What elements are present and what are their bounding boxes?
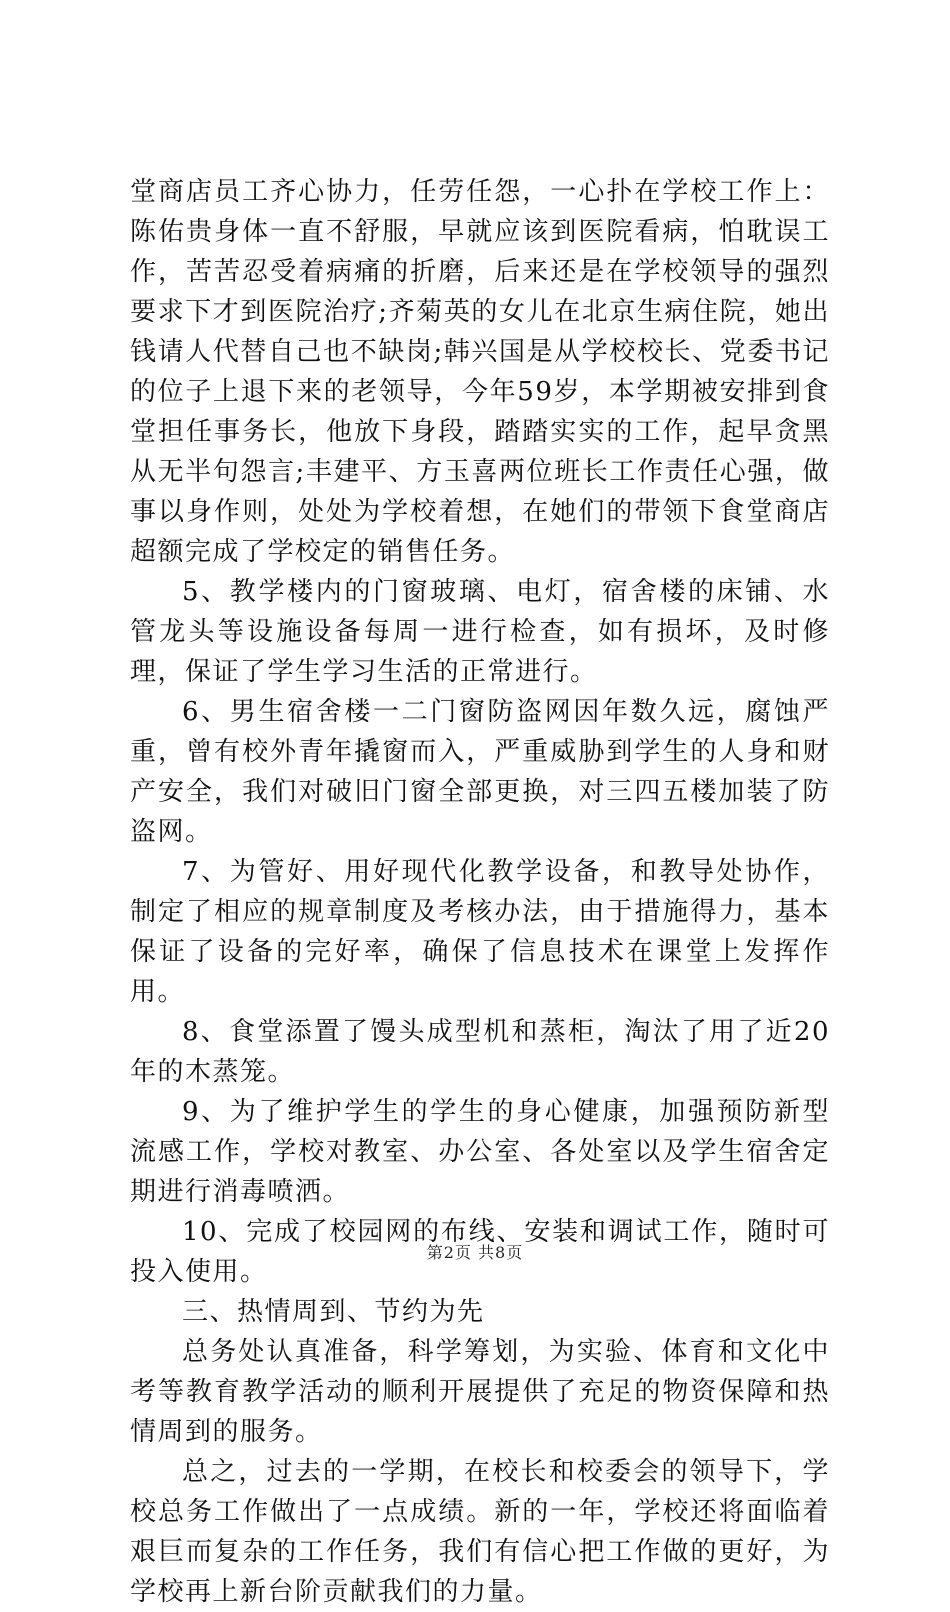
paragraph-item-10: 10、完成了校园网的布线、安装和调试工作，随时可投入使用。 (130, 1217, 830, 1287)
paragraph-summary: 总之，过去的一学期，在校长和校委会的领导下，学校总务工作做出了一点成绩。新的一年，学校还将面临着艰巨而复杂的工作任务，我们有信心把工作做的更好，为学校再上新台阶贡献我们的力量。 (130, 1457, 830, 1607)
page-number-footer: 第2页 共8页 (426, 1243, 524, 1262)
paragraph-service: 总务处认真准备，科学筹划，为实验、体育和文化中考等教育教学活动的顺利开展提供了充足的物资保障和热情周到的服务。 (130, 1337, 830, 1447)
section-heading-3: 三、热情周到、节约为先 (182, 1297, 485, 1327)
paragraph-item-5: 5、教学楼内的门窗玻璃、电灯，宿舍楼的床铺、水管龙头等设施设备每周一进行检查，如有损坏，及时修理，保证了学生学习生活的正常进行。 (130, 577, 830, 687)
document-body (130, 172, 830, 1612)
paragraph-item-6: 6、男生宿舍楼一二门窗防盗网因年数久远，腐蚀严重，曾有校外青年撬窗而入，严重威胁到学生的人身和财产安全，我们对破旧门窗全部更换，对三四五楼加装了防盗网。 (130, 697, 830, 847)
paragraph-item-9: 9、为了维护学生的学生的身心健康，加强预防新型流感工作，学校对教室、办公室、各处室以及学生宿舍定期进行消毒喷洒。 (130, 1097, 830, 1207)
paragraph-item-8: 8、食堂添置了馒头成型机和蒸柜，淘汰了用了近20年的木蒸笼。 (130, 1017, 830, 1087)
paragraph-continuation: 堂商店员工齐心协力，任劳任怨，一心扑在学校工作上：陈佑贵身体一直不舒服，早就应该到医院看病，怕耽误工作，苦苦忍受着病痛的折磨，后来还是在学校领导的强烈要求下才到医院治疗;齐菊英的女儿在北京生病住院，她出钱请人代替自己也不缺岗;韩兴国是从学校校长、党委书记的位子上退下来的老领导，今年59岁，本学期被安排到食堂担任事务长，他放下身段，踏踏实实的工作，起早贪黑从无半句怨言;丰建平、方玉喜两位班长工作责任心强，做事以身作则，处处为学校着想，在她们的带领下食堂商店超额完成了学校定的销售任务。 (130, 177, 830, 567)
paragraph-item-7: 7、为管好、用好现代化教学设备，和教导处协作，制定了相应的规章制度及考核办法，由于措施得力，基本保证了设备的完好率，确保了信息技术在课堂上发挥作用。 (130, 857, 830, 1007)
